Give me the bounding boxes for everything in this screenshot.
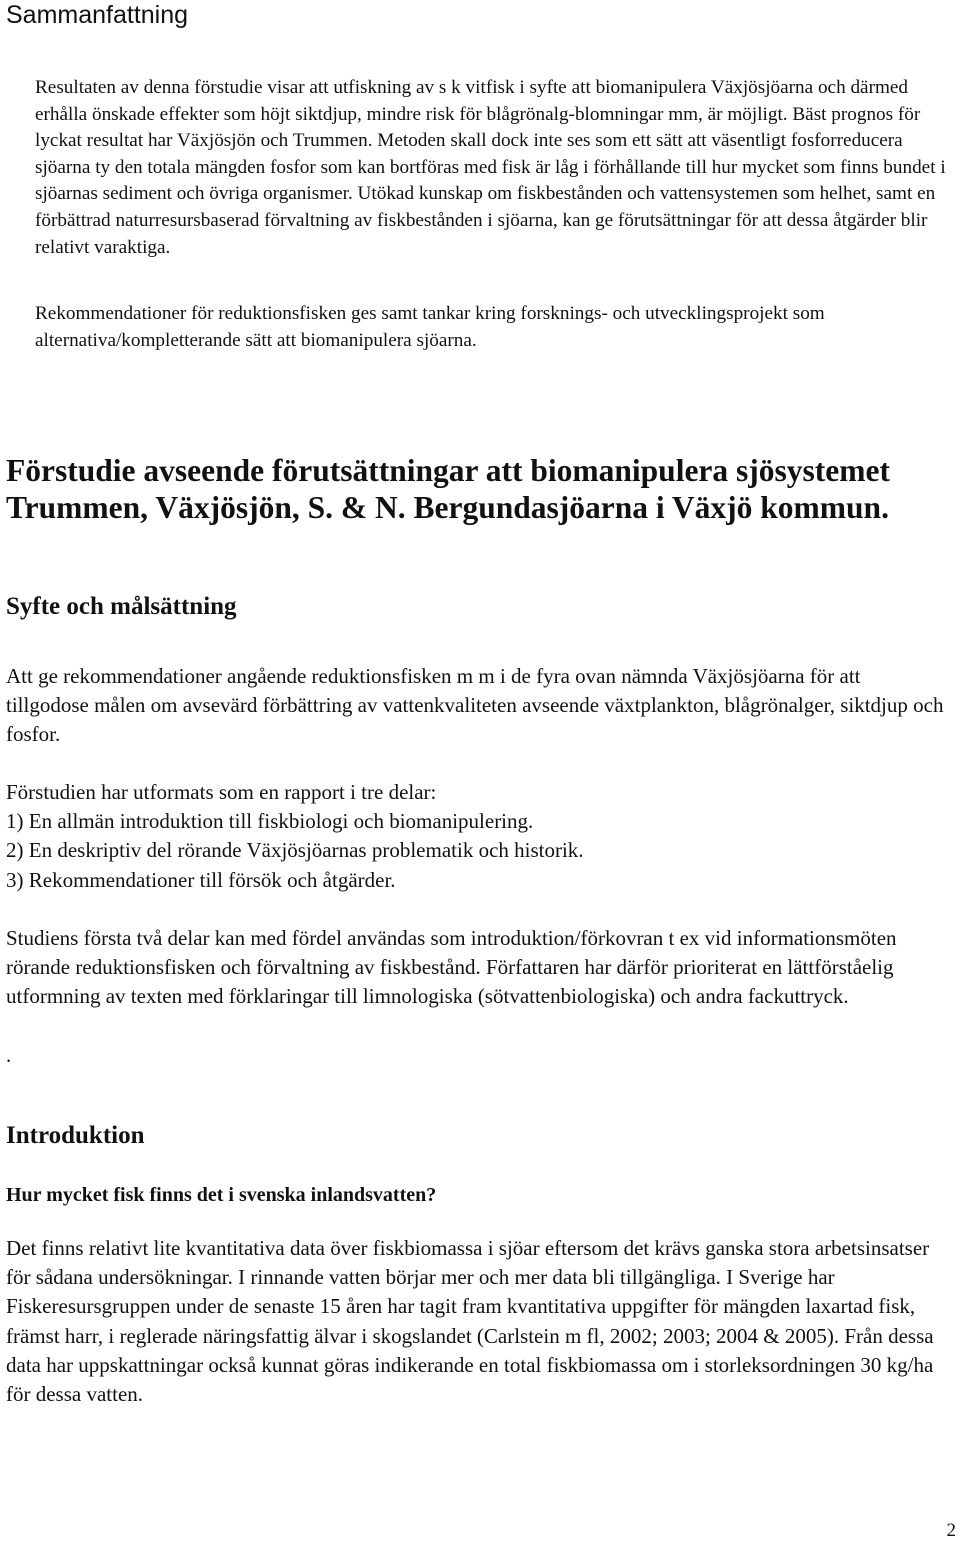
intro-heading: Introduktion (6, 1122, 145, 1149)
stray-dot: . (6, 1043, 12, 1067)
question-heading: Hur mycket fisk finns det i svenska inlandsvatten? (6, 1184, 437, 1206)
report-part-1: 1) En allmän introduktion till fiskbiologi och biomanipulering. (6, 809, 534, 834)
report-part-3: 3) Rekommendationer till försök och åtgärder. (6, 867, 396, 892)
report-structure-intro: Förstudien har utformats som en rapport i tre delar: (6, 780, 437, 804)
report-structure (6, 778, 948, 895)
intro-paragraph: Det finns relativt lite kvantitativa data över fiskbiomassa i sjöar eftersom det krävs ganska stora arbetsinsatser för sådana undersökningar. I rinnande vatten börjar mer och mer data bli tillgängliga. I Sverige har Fiskeresursgruppen under de senaste 15 åren har tagit fram kvantitativa uppgifter för mängden laxartad fisk, främst harr, i reglerade näringsfattig älvar i skogslandet (Carlstein m fl, 2002; 2003; 2004 & 2005). Från dessa data har uppskattningar också kunnat göras indikerande en total fiskbiomassa om i storleksordningen 30 kg/ha för dessa vatten. (6, 1236, 934, 1407)
summary-paragraph-1: Resultaten av denna förstudie visar att utfiskning av s k vitfisk i syfte att biomanipulera Växjösjöarna och därmed erhålla önskade effekter som höjt siktdjup, mindre risk för blågrönalg-blomningar mm, är möjligt. Bäst prognos för lyckat resultat har Växjösjön och Trummen. Metoden skall dock inte ses som ett sätt att väsentligt fosforreducera sjöarna ty den totala mängden fosfor som kan bortföras med fisk är låg i förhållande till hur mycket som finns bundet i sjöarnas sediment och övriga organismer. Utökad kunskap om fiskbestånden och vattensystemen som helhet, samt en förbättrad naturresursbaserad förvaltning av fiskbestånden i sjöarna, kan ge förutsättningar för att dessa åtgärder blir relativt varaktiga. (35, 77, 946, 258)
usage-paragraph: Studiens första två delar kan med fördel användas som introduktion/förkovran t ex vid informationsmöten rörande reduktionsfisken och förvaltning av fiskbestånd. Författaren har därför prioriterat en lättförståelig utformning av texten med förklaringar till limnologiska (sötvattenbiologiska) och andra fackuttryck. (6, 926, 897, 1009)
aim-heading: Syfte och målsättning (6, 593, 237, 620)
document-title: Förstudie avseende förutsättningar att biomanipulera sjösystemet Trummen, Växjösjön, S. & N. Bergundasjöarna i Växjö kommun. (6, 453, 890, 525)
page-number: 2 (946, 1520, 956, 1541)
summary-paragraph-2: Rekommendationer för reduktionsfisken ges samt tankar kring forsknings- och utvecklingsprojekt som alternativa/kompletterande sätt att biomanipulera sjöarna. (35, 303, 825, 351)
report-part-2: 2) En deskriptiv del rörande Växjösjöarnas problematik och historik. (6, 838, 584, 863)
aim-paragraph: Att ge rekommendationer angående reduktionsfisken m m i de fyra ovan nämnda Växjösjöarna för att tillgodose målen om avsevärd förbättring av vattenkvaliteten avseende växtplankton, blågrönalger, siktdjup och fosfor. (6, 664, 944, 747)
summary-heading: Sammanfattning (6, 1, 189, 29)
